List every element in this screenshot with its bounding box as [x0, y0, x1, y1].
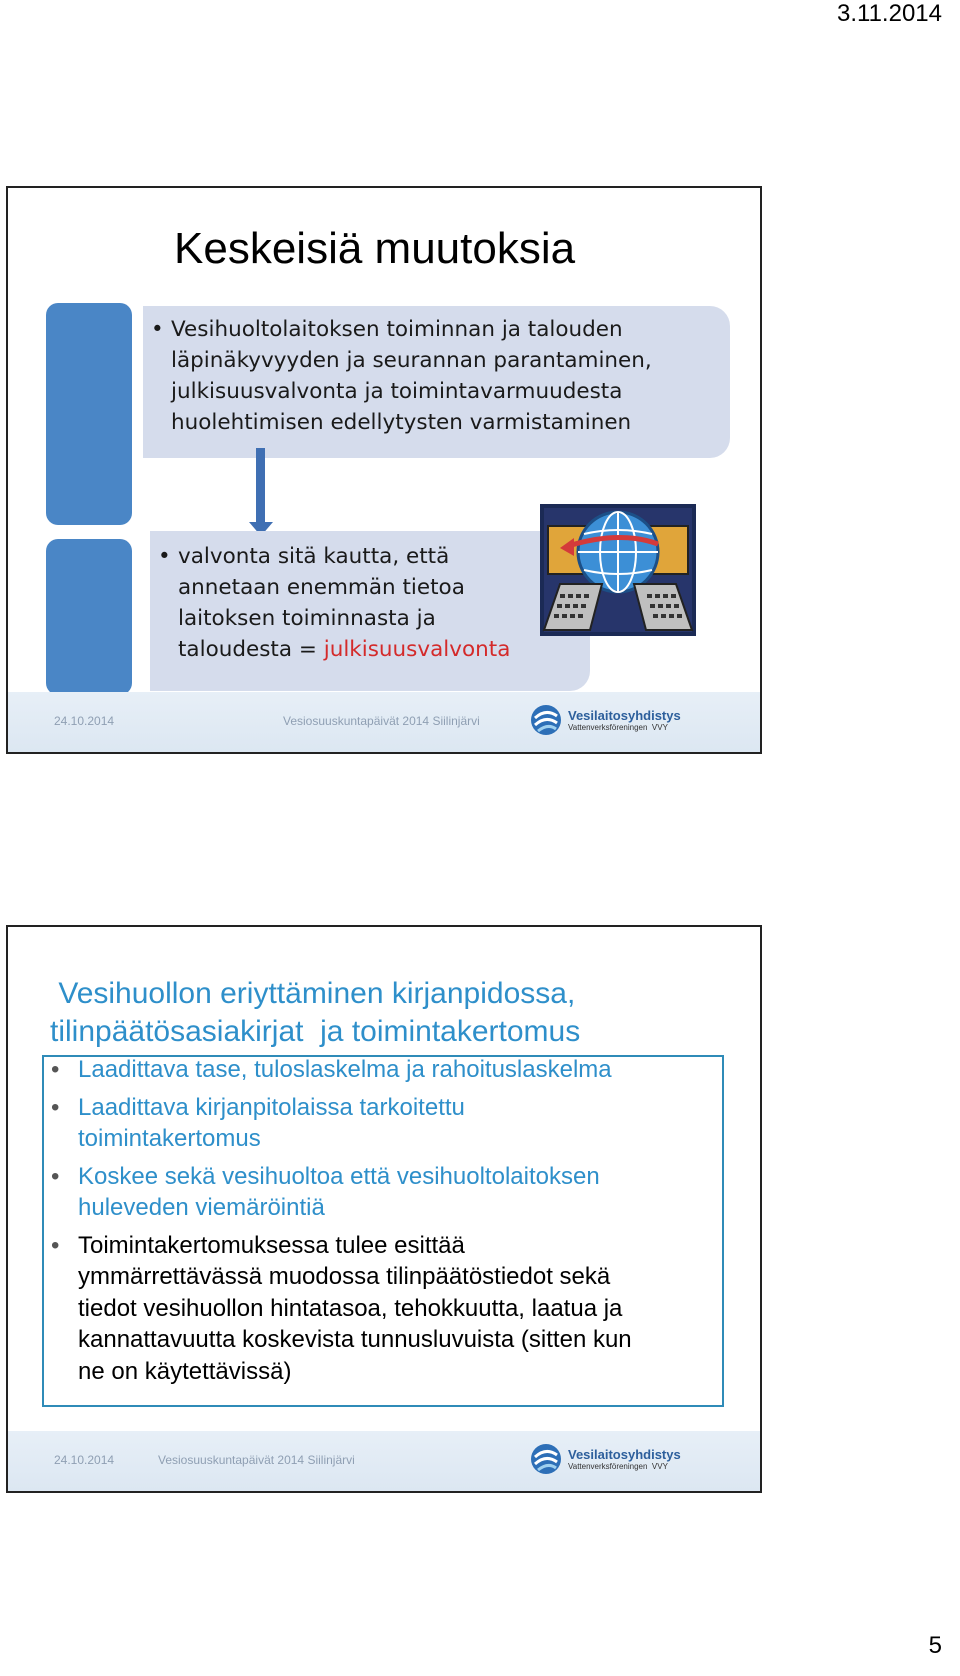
computers-globe-exchange-icon	[540, 504, 696, 636]
box-line-prefix: taloudesta =	[178, 637, 324, 662]
bullet-icon: •	[158, 544, 171, 569]
list-item-line: Laadittava kirjanpitolaissa tarkoitettu	[78, 1093, 465, 1121]
logo-subtitle: Vattenverksföreningen VVY	[568, 1461, 668, 1471]
vvy-logo-icon	[530, 704, 562, 736]
bullet-icon: •	[51, 1231, 60, 1259]
list-item-line: ne on käytettävissä)	[78, 1357, 292, 1385]
top-box-text	[153, 314, 652, 438]
vvy-logo	[530, 704, 681, 736]
box-line: laitoksen toiminnasta ja	[178, 606, 436, 631]
box-line: annetaan enemmän tietoa	[178, 575, 465, 600]
footer-date: 24.10.2014	[54, 1453, 115, 1467]
box-line: valvonta sitä kautta, että	[178, 544, 450, 569]
box-line: julkisuusvalvonta ja toimintavarmuudesta	[171, 379, 623, 404]
top-text-box	[143, 306, 730, 458]
page-date: 3.11.2014	[837, 0, 942, 27]
list-item-line: toimintakertomus	[78, 1125, 261, 1152]
list-item-line: Koskee sekä vesihuoltoa että vesihuoltolaitoksen	[78, 1162, 600, 1190]
slide-footer	[8, 1431, 760, 1491]
footer-event: Vesiosuuskuntapäivät 2014 Siilinjärvi	[158, 1453, 355, 1467]
logo-name: Vesilaitosyhdistys	[568, 1446, 681, 1462]
footer-date: 24.10.2014	[54, 714, 115, 728]
bullet-icon: •	[51, 1093, 60, 1121]
list-item	[51, 1161, 750, 1224]
slide-title: Keskeisiä muutoksia	[174, 224, 576, 273]
slide-vesihuollon-eriyttaminen	[6, 925, 762, 1493]
footer-event: Vesiosuuskuntapäivät 2014 Siilinjärvi	[283, 714, 480, 728]
bullet-list	[51, 1054, 750, 1393]
bullet-icon: •	[51, 1056, 60, 1083]
list-item-line: huleveden viemäröintiä	[78, 1194, 325, 1221]
logo-subtitle: Vattenverksföreningen VVY	[568, 722, 668, 732]
bullet-icon: •	[51, 1162, 60, 1190]
slide-keskeisia-muutoksia	[6, 186, 762, 754]
vvy-logo-icon	[530, 1443, 562, 1475]
list-item-line: kannattavuutta koskevista tunnusluvuista (sitten kun	[78, 1326, 632, 1353]
list-item-line: ymmärrettävässä muodossa tilinpäätöstiedot sekä	[78, 1263, 611, 1290]
down-arrow-icon	[256, 448, 265, 528]
vvy-logo	[530, 1443, 681, 1475]
decorative-sidebar-block	[46, 303, 132, 525]
decorative-sidebar-block	[46, 539, 132, 695]
box-line: huolehtimisen edellytysten varmistaminen	[171, 410, 632, 435]
list-item	[51, 1092, 750, 1155]
box-line-last	[160, 634, 510, 665]
bottom-box-text	[160, 541, 510, 665]
slide-footer	[8, 692, 760, 752]
logo-name: Vesilaitosyhdistys	[568, 707, 681, 723]
list-item	[51, 1230, 750, 1388]
bottom-text-box	[150, 531, 590, 691]
title-line: tilinpäätösasiakirjat ja toimintakertomus	[50, 1015, 581, 1048]
box-line: läpinäkyvyyden ja seurannan parantaminen,	[171, 348, 652, 373]
box-line: Vesihuoltolaitoksen toiminnan ja talouden	[171, 317, 623, 342]
title-line: Vesihuollon eriyttäminen kirjanpidossa,	[50, 977, 576, 1010]
list-item-line: tiedot vesihuollon hintatasoa, tehokkuutta, laatua ja	[78, 1294, 623, 1322]
list-item-line: Laadittava tase, tuloslaskelma ja rahoituslaskelma	[78, 1056, 612, 1083]
list-item-line: Toimintakertomuksessa tulee esittää	[78, 1231, 465, 1259]
bullet-icon: •	[151, 317, 164, 342]
julkisuusvalvonta-highlight: julkisuusvalvonta	[323, 637, 511, 662]
page-number: 5	[928, 1632, 942, 1659]
list-item	[51, 1054, 750, 1086]
slide-title	[50, 975, 580, 1051]
